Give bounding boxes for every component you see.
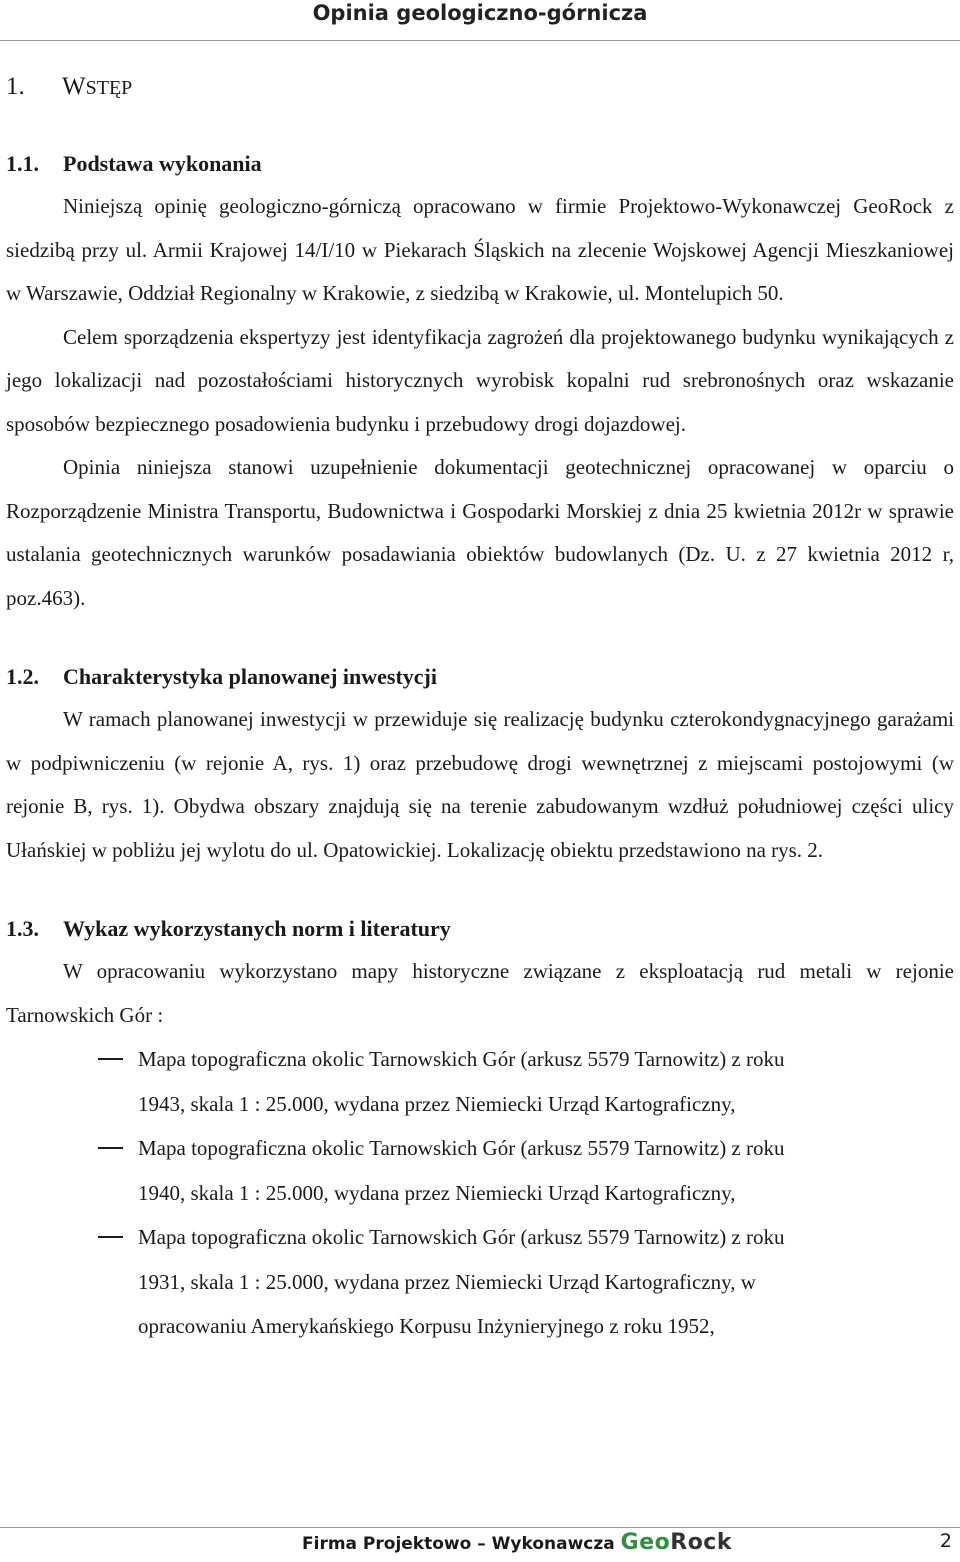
list-item-line: Mapa topograficzna okolic Tarnowskich Gór (arkusz 5579 Tarnowitz) z roku (138, 1047, 785, 1071)
page-number: 2 (939, 1530, 952, 1552)
dash-bullet-icon (98, 1058, 123, 1060)
subsection-number: 1.3. (6, 916, 39, 941)
footer-company-name: Firma Projektowo – Wykonawcza (302, 1534, 615, 1554)
list-item-line: opracowaniu Amerykańskiego Korpusu Inżynieryjnego z roku 1952, (138, 1314, 715, 1338)
section-heading-1 (6, 64, 954, 110)
section-number: 1. (6, 73, 25, 100)
document-title: Opinia geologiczno-górnicza (312, 1, 648, 25)
list-item (6, 1037, 954, 1126)
spacer (6, 620, 954, 656)
georock-logo (621, 1530, 732, 1555)
subsection-number: 1.2. (6, 664, 39, 689)
list-item-line: Mapa topograficzna okolic Tarnowskich Gór (arkusz 5579 Tarnowitz) z roku (138, 1225, 785, 1249)
subsection-heading-1-3 (6, 908, 954, 950)
subsection-heading-1-1 (6, 143, 954, 185)
document-body (6, 64, 954, 1349)
list-item-line: 1943, skala 1 : 25.000, wydana przez Niemiecki Urząd Kartograficzny, (138, 1091, 736, 1116)
footer-company (302, 1530, 732, 1555)
list-item (6, 1126, 954, 1215)
spacer (6, 872, 954, 908)
list-item (6, 1215, 954, 1349)
subsection-heading-1-2 (6, 656, 954, 698)
page-header (0, 0, 960, 41)
logo-geo-text: Geo (620, 1530, 671, 1555)
list-item-line: Mapa topograficzna okolic Tarnowskich Gór (arkusz 5579 Tarnowitz) z roku (138, 1136, 785, 1160)
paragraph: Celem sporządzenia ekspertyzy jest identyfikacja zagrożeń dla projektowanego budynku wynikających z jego lokalizacji nad pozostałościami historycznych wyrobisk kopalni rud srebronośnych oraz wskazanie sposobów bezpiecznego posadowienia budynku i przebudowy drogi dojazdowej. (6, 324, 954, 436)
subsection-title: Wykaz wykorzystanych norm i literatury (63, 916, 451, 941)
list-item-line: 1931, skala 1 : 25.000, wydana przez Niemiecki Urząd Kartograficzny, w (138, 1269, 756, 1294)
dash-bullet-icon (98, 1147, 123, 1149)
logo-rock-text: Rock (670, 1530, 732, 1555)
paragraph: W opracowaniu wykorzystano mapy historyczne związane z eksploatacją rud metali w rejonie Tarnowskich Gór : (6, 959, 954, 1027)
section-title-initial: W (62, 73, 86, 100)
list-item-line: 1940, skala 1 : 25.000, wydana przez Niemiecki Urząd Kartograficzny, (138, 1180, 736, 1205)
literature-list (6, 1037, 954, 1349)
spacer (6, 110, 954, 143)
dash-bullet-icon (98, 1236, 123, 1238)
paragraph: W ramach planowanej inwestycji w przewiduje się realizację budynku czterokondygnacyjnego garażami w podpiwniczeniu (w rejonie A, rys. 1) oraz przebudowę drogi wewnętrznej z miejscami postojowymi (w rejonie B, rys. 1). Obydwa obszary znajdują się na terenie zabudowanym wzdłuż południowej części ulicy Ułańskiej w pobliżu jej wylotu do ul. Opatowickiej. Lokalizację obiektu przedstawiono na rys. 2. (6, 707, 954, 862)
page-footer (0, 1527, 960, 1562)
paragraph: Niniejszą opinię geologiczno-górniczą opracowano w firmie Projektowo-Wykonawczej GeoRock z siedzibą przy ul. Armii Krajowej 14/I/10 w Piekarach Śląskich na zlecenie Wojskowej Agencji Mieszkaniowej w Warszawie, Oddział Regionalny w Krakowie, z siedzibą w Krakowie, ul. Montelupich 50. (6, 194, 954, 305)
section-title-rest: STĘP (85, 77, 133, 99)
paragraph: Opinia niniejsza stanowi uzupełnienie dokumentacji geotechnicznej opracowanej w oparciu o Rozporządzenie Ministra Transportu, Budownictwa i Gospodarki Morskiej z dnia 25 kwietnia 2012r w sprawie ustalania geotechnicznych warunków posadawiania obiektów budowlanych (Dz. U. z 27 kwietnia 2012 r, poz.463). (6, 455, 954, 610)
subsection-title: Podstawa wykonania (63, 151, 262, 176)
subsection-title: Charakterystyka planowanej inwestycji (63, 664, 437, 689)
subsection-number: 1.1. (6, 151, 39, 176)
